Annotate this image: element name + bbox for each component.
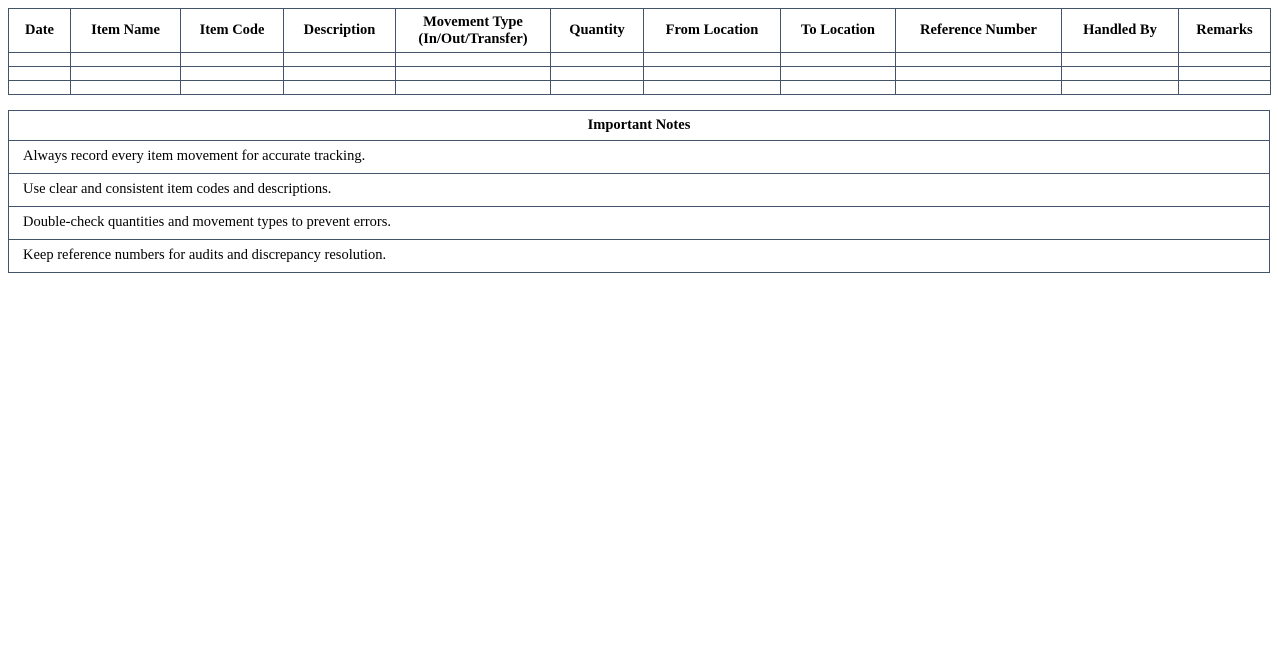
cell-item-name[interactable]: [71, 53, 181, 67]
column-header-handled-by: [1062, 9, 1179, 53]
notes-title: Important Notes: [9, 111, 1270, 141]
column-header-label: Reference Number: [920, 22, 1037, 39]
cell-handled-by[interactable]: [1062, 53, 1179, 67]
column-header-label: Date: [25, 22, 54, 39]
cell-remarks[interactable]: [1179, 81, 1271, 95]
column-header-label: Item Code: [199, 22, 265, 39]
cell-item-code[interactable]: [181, 81, 284, 95]
cell-from-location[interactable]: [644, 53, 781, 67]
cell-handled-by[interactable]: [1062, 81, 1179, 95]
cell-reference-number[interactable]: [896, 53, 1062, 67]
cell-description[interactable]: [284, 81, 396, 95]
column-header-item-name: [71, 9, 181, 53]
cell-date[interactable]: [9, 67, 71, 81]
cell-date[interactable]: [9, 81, 71, 95]
item-movement-log-table: [8, 8, 1271, 95]
cell-date[interactable]: [9, 53, 71, 67]
note-text: Always record every item movement for accurate tracking.: [9, 141, 1270, 174]
cell-item-code[interactable]: [181, 53, 284, 67]
cell-quantity[interactable]: [551, 67, 644, 81]
list-item: [9, 207, 1270, 240]
column-header-from-location: [644, 9, 781, 53]
cell-from-location[interactable]: [644, 81, 781, 95]
note-text: Use clear and consistent item codes and descriptions.: [9, 174, 1270, 207]
note-text: Double-check quantities and movement types to prevent errors.: [9, 207, 1270, 240]
cell-remarks[interactable]: [1179, 67, 1271, 81]
table-row[interactable]: [9, 67, 1271, 81]
cell-description[interactable]: [284, 67, 396, 81]
cell-reference-number[interactable]: [896, 81, 1062, 95]
table-header-row: [9, 9, 1271, 53]
column-header-label: Quantity: [569, 22, 625, 39]
column-header-quantity: [551, 9, 644, 53]
note-text: Keep reference numbers for audits and discrepancy resolution.: [9, 240, 1270, 273]
cell-from-location[interactable]: [644, 67, 781, 81]
cell-quantity[interactable]: [551, 53, 644, 67]
cell-item-name[interactable]: [71, 67, 181, 81]
list-item: [9, 141, 1270, 174]
column-header-description: [284, 9, 396, 53]
table-row[interactable]: [9, 81, 1271, 95]
column-header-label: Item Name: [91, 22, 160, 39]
cell-remarks[interactable]: [1179, 53, 1271, 67]
cell-to-location[interactable]: [781, 53, 896, 67]
column-header-label: Movement Type: [423, 14, 523, 30]
important-notes-table: [8, 110, 1270, 273]
cell-item-code[interactable]: [181, 67, 284, 81]
column-header-label: Handled By: [1083, 22, 1157, 39]
cell-to-location[interactable]: [781, 67, 896, 81]
column-header-item-code: [181, 9, 284, 53]
cell-movement-type[interactable]: [396, 53, 551, 67]
cell-movement-type[interactable]: [396, 67, 551, 81]
column-header-label: Description: [303, 22, 376, 39]
list-item: [9, 174, 1270, 207]
cell-reference-number[interactable]: [896, 67, 1062, 81]
cell-item-name[interactable]: [71, 81, 181, 95]
column-header-label: From Location: [665, 22, 759, 39]
column-header-to-location: [781, 9, 896, 53]
cell-description[interactable]: [284, 53, 396, 67]
column-header-remarks: [1179, 9, 1271, 53]
cell-quantity[interactable]: [551, 81, 644, 95]
cell-to-location[interactable]: [781, 81, 896, 95]
column-header-movement-type: [396, 9, 551, 53]
table-row[interactable]: [9, 53, 1271, 67]
cell-handled-by[interactable]: [1062, 67, 1179, 81]
list-item: [9, 240, 1270, 273]
column-header-date: [9, 9, 71, 53]
column-header-reference-number: [896, 9, 1062, 53]
column-header-label: To Location: [801, 22, 875, 39]
notes-header-row: [9, 111, 1270, 141]
cell-movement-type[interactable]: [396, 81, 551, 95]
column-header-label: Remarks: [1196, 22, 1253, 39]
column-header-sublabel: (In/Out/Transfer): [418, 30, 528, 47]
